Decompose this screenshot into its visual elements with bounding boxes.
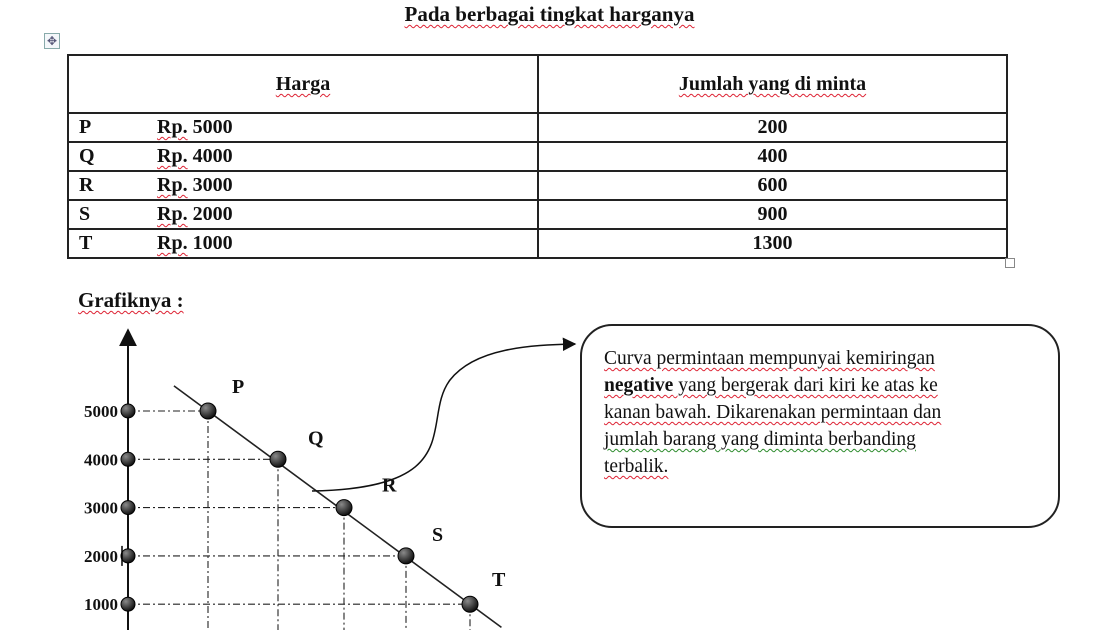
price-text: Rp. 4000 (157, 145, 233, 167)
callout-connector-arrow (312, 344, 575, 491)
y-tick-label: 4000 (84, 450, 118, 470)
data-point-label: P (232, 376, 245, 398)
point-label: P (79, 116, 92, 138)
data-point-marker (200, 403, 216, 419)
y-tick-label: 3000 (84, 498, 118, 518)
y-axis-tick-dot (121, 549, 135, 563)
graph-heading: Grafiknya : (78, 288, 184, 312)
y-axis-tick-dot (121, 404, 135, 418)
qty-cell: 600 (538, 171, 1007, 200)
data-point-label: S (432, 523, 444, 546)
y-axis-tick-dot (121, 597, 135, 611)
explanation-callout (580, 324, 1060, 528)
qty-cell: 900 (538, 200, 1007, 229)
qty-cell: 200 (538, 113, 1007, 142)
callout-line-3: kanan bawah. Dikarenakan permintaan dan (604, 402, 942, 423)
y-axis-tick-dot (121, 452, 135, 466)
y-tick-label: 5000 (84, 402, 118, 421)
price-text: Rp. 1000 (157, 232, 233, 254)
qty-cell: 400 (538, 142, 1007, 171)
data-point-marker (398, 548, 414, 564)
y-tick-label: 1000 (84, 595, 118, 615)
data-point-marker (336, 500, 352, 516)
table-move-handle-icon[interactable]: ✥ (44, 33, 60, 49)
point-label: R (79, 174, 94, 196)
callout-line-4: jumlah barang yang diminta berbanding (604, 429, 916, 450)
point-label: T (79, 232, 93, 254)
price-text: Rp. 5000 (157, 116, 233, 138)
data-point-label: Q (308, 427, 324, 450)
data-point-marker (462, 596, 478, 612)
data-point-label: T (492, 569, 506, 592)
header-harga: Harga (68, 55, 538, 113)
qty-cell: 1300 (538, 229, 1007, 258)
data-point-marker (270, 451, 286, 467)
price-text: Rp. 3000 (157, 174, 233, 196)
header-jumlah: Jumlah yang di minta (538, 55, 1007, 113)
y-tick-label: 2000 (84, 546, 118, 566)
y-axis-tick-dot (121, 501, 135, 515)
price-text: Rp. 2000 (157, 203, 233, 225)
document-title: Pada berbagai tingkat harganya (404, 2, 695, 26)
callout-line-5: terbalik. (604, 456, 669, 477)
callout-bold-word: negative (604, 375, 674, 396)
point-label: Q (79, 145, 95, 167)
callout-line-1: Curva permintaan mempunyai kemiringan (604, 348, 935, 369)
data-point-label: R (382, 474, 397, 497)
point-label: S (79, 203, 91, 225)
callout-line-2: negative yang bergerak dari kiri ke atas ke (604, 375, 938, 396)
